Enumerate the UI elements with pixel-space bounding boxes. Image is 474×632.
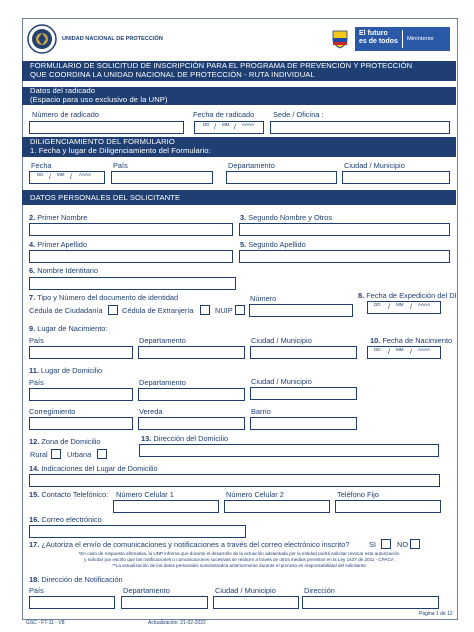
field-number: 12.	[29, 437, 40, 446]
field-number: 16.	[29, 515, 40, 524]
zona-domicilio-label	[29, 437, 101, 446]
barrio-field[interactable]	[250, 417, 357, 430]
lugar-domicilio-label	[29, 366, 102, 375]
date-slash: /	[234, 124, 236, 131]
radicado-heading: Datos del radicado	[30, 86, 96, 95]
date-aaaa: AAAA	[418, 302, 431, 307]
correo-field[interactable]	[29, 525, 246, 538]
segundo-nombre-field[interactable]	[239, 223, 450, 236]
dil-departamento-label: Departamento	[228, 161, 275, 170]
unp-logo	[27, 24, 57, 54]
field-number: 5.	[240, 240, 247, 249]
org-name: UNIDAD NACIONAL DE PROTECCIÓN	[62, 36, 163, 42]
date-slash: /	[410, 349, 412, 356]
fecha-nacimiento-label	[370, 336, 452, 345]
autoriza-label	[29, 540, 349, 549]
nombre-identitario-field[interactable]	[29, 277, 236, 290]
field-number: 10.	[370, 336, 381, 345]
barrio-label: Barrio	[251, 407, 271, 416]
date-slash: /	[410, 304, 412, 311]
date-mm: MM	[57, 172, 65, 177]
sede-label: Sede / Oficina :	[273, 110, 324, 119]
dil-fecha-label: Fecha	[31, 161, 52, 170]
date-dd: DD	[37, 172, 44, 177]
cedula-ciudadania-label: Cédula de Ciudadanía	[29, 306, 103, 315]
field-number: 4.	[29, 240, 36, 249]
urbana-checkbox[interactable]	[97, 449, 107, 459]
field-text: Segundo Nombre y Otros	[246, 213, 333, 222]
urbana-label: Urbana	[67, 450, 92, 459]
date-mm: MM	[222, 122, 230, 127]
documento-numero-label: Número	[250, 294, 277, 303]
field-text: Nombre Identitario	[35, 266, 99, 275]
date-slash: /	[70, 174, 72, 181]
field-number: 15.	[29, 490, 40, 499]
dil-departamento-field[interactable]	[226, 171, 337, 184]
date-dd: DD	[374, 347, 381, 352]
cedula-ciudadania-checkbox[interactable]	[108, 305, 118, 315]
nac-departamento-label: Departamento	[139, 336, 186, 345]
direccion-notificacion-label	[29, 575, 123, 584]
celular2-label: Número Celular 2	[226, 490, 284, 499]
dom-pais-field[interactable]	[29, 388, 133, 401]
not-ciudad-label: Ciudad / Municipio	[215, 586, 276, 595]
field-number: 6.	[29, 266, 36, 275]
dil-pais-field[interactable]	[111, 171, 213, 184]
segundo-apellido-label	[240, 240, 306, 249]
dom-departamento-field[interactable]	[138, 388, 245, 401]
telefono-fijo-label: Teléfono Fijo	[337, 490, 379, 499]
footer-code: GSC - FT-11 - V8	[26, 620, 65, 626]
field-number: 2.	[29, 213, 36, 222]
direccion-domicilio-label	[141, 434, 228, 443]
primer-apellido-field[interactable]	[29, 250, 233, 263]
documento-numero-field[interactable]	[249, 304, 353, 317]
field-text: Fecha de Nacimiento	[380, 336, 453, 345]
sede-field[interactable]	[270, 121, 450, 134]
date-aaaa: AAAA	[79, 172, 92, 177]
field-text: Zona de Domicilio	[39, 437, 101, 446]
dil-pais-label: País	[113, 161, 128, 170]
diligenciamiento-item1: 1. Fecha y lugar de Diligenciamiento del Formulario:	[30, 146, 211, 155]
date-mm: MM	[396, 302, 404, 307]
page-number: Página 1 de 12	[419, 611, 453, 617]
field-number: 8.	[358, 291, 365, 300]
dil-ciudad-field[interactable]	[342, 171, 450, 184]
field-text: Segundo Apellido	[246, 240, 306, 249]
field-text: Primer Nombre	[35, 213, 88, 222]
autoriza-note-3: **La actualización de los datos personales suministrados anteriormente durante el proceso es responsabilidad del solicitante	[112, 563, 366, 568]
brand-divider	[402, 30, 403, 48]
telefono-fijo-field[interactable]	[335, 500, 441, 513]
rural-label: Rural	[30, 450, 48, 459]
cedula-extranjeria-checkbox[interactable]	[200, 305, 210, 315]
footer-update: Actualización: 21-02-2022	[148, 620, 206, 626]
autoriza-note-1: *En caso de respuesta afirmativa, la UNP informa que durante el desarrollo de la actuación adelantada por la entidad podrá solicitar revocar esta autorización	[78, 551, 400, 556]
nac-departamento-field[interactable]	[138, 346, 245, 359]
vereda-label: Vereda	[139, 407, 163, 416]
date-aaaa: AAAA	[242, 122, 255, 127]
field-number: 17.	[29, 540, 40, 549]
field-text: Primer Apellido	[35, 240, 87, 249]
field-text: Tipo y Número del documento de identidad	[35, 293, 179, 302]
nac-ciudad-field[interactable]	[250, 346, 357, 359]
form-title-line1: FORMULARIO DE SOLICITUD DE INSCRIPCIÓN PARA EL PROGRAMA DE PREVENCIÓN Y PROTECCIÓN	[30, 61, 413, 70]
nac-pais-label: País	[29, 336, 44, 345]
not-ciudad-field[interactable]	[213, 596, 299, 609]
not-direccion-label: Dirección	[304, 586, 335, 595]
gov-slogan-1: El futuro	[359, 30, 388, 37]
gov-slogan-2: es de todos	[359, 38, 398, 45]
field-number: 11.	[29, 366, 39, 375]
vereda-field[interactable]	[138, 417, 245, 430]
dom-pais-label: País	[29, 378, 44, 387]
autoriza-note-2: y solicitar por escrito que las notificaciones o comunicaciones sucesivas se realicen a través de otros medios previstos en la Ley 1437 de 2011 - CPACA	[84, 557, 394, 562]
not-departamento-field[interactable]	[121, 596, 208, 609]
nuip-label: NUIP	[215, 306, 233, 315]
celular1-field[interactable]	[113, 500, 219, 513]
not-departamento-label: Departamento	[123, 586, 170, 595]
colombia-shield-icon	[331, 29, 349, 49]
segundo-nombre-label	[240, 213, 332, 222]
celular2-field[interactable]	[224, 500, 330, 513]
date-slash: /	[388, 304, 390, 311]
personales-heading: DATOS PERSONALES DEL SOLICITANTE	[30, 193, 181, 202]
rural-checkbox[interactable]	[51, 449, 61, 459]
documento-label	[29, 293, 178, 302]
field-text: Lugar de Nacimiento:	[35, 324, 108, 333]
field-text: ¿Autoriza el envío de comunicaciones y notificaciones a través del correo electrónico inscrito?	[39, 540, 350, 549]
date-dd: DD	[374, 302, 381, 307]
dom-ciudad-field[interactable]	[250, 387, 357, 400]
no-label: NO	[397, 540, 409, 549]
fecha-expedicion-label	[358, 291, 457, 300]
dom-ciudad-label: Ciudad / Municipio	[251, 377, 312, 386]
field-number: 18.	[29, 575, 40, 584]
direccion-domicilio-field[interactable]	[139, 444, 439, 457]
field-number: 13.	[141, 434, 152, 443]
correo-label	[29, 515, 102, 524]
field-text: Indicaciones del Lugar de Domicilio	[39, 464, 158, 473]
field-text: Fecha de Expedición del DI	[364, 291, 457, 300]
si-checkbox[interactable]	[381, 539, 391, 549]
field-text: Dirección del Domicilio	[151, 434, 229, 443]
date-aaaa: AAAA	[418, 347, 431, 352]
contacto-telefonico-label	[29, 490, 108, 499]
not-pais-label: País	[29, 586, 44, 595]
si-label: SI	[369, 540, 376, 549]
nac-pais-field[interactable]	[29, 346, 133, 359]
field-text: Lugar de Domicilio	[38, 366, 103, 375]
nac-ciudad-label: Ciudad / Municipio	[251, 336, 312, 345]
radicado-subheading: (Espacio para uso exclusivo de la UNP)	[30, 95, 168, 104]
radicado-number-label: Número de radicado	[32, 110, 99, 119]
nombre-identitario-label	[29, 266, 98, 275]
diligenciamiento-heading: DILIGENCIAMIENTO DEL FORMULARIO	[30, 137, 175, 146]
primer-nombre-field[interactable]	[29, 223, 233, 236]
field-number: 7.	[29, 293, 36, 302]
indicaciones-label	[29, 464, 158, 473]
not-direccion-field[interactable]	[302, 596, 439, 609]
date-slash: /	[49, 174, 51, 181]
field-text: Dirección de Notificación	[39, 575, 123, 584]
radicado-number-field[interactable]	[29, 121, 184, 134]
primer-apellido-label	[29, 240, 87, 249]
field-number: 3.	[240, 213, 247, 222]
form-title-line2: QUE COORDINA LA UNIDAD NACIONAL DE PROTECCIÓN - RUTA INDIVIDUAL	[30, 70, 315, 79]
field-number: 14.	[29, 464, 40, 473]
date-dd: DD	[203, 122, 210, 127]
dil-ciudad-label: Ciudad / Municipio	[344, 161, 405, 170]
dom-departamento-label: Departamento	[139, 378, 186, 387]
indicaciones-field[interactable]	[29, 474, 440, 487]
field-text: Correo electrónico	[39, 515, 102, 524]
segundo-apellido-field[interactable]	[239, 250, 450, 263]
date-slash: /	[388, 349, 390, 356]
lugar-nacimiento-label	[29, 324, 107, 333]
nuip-checkbox[interactable]	[235, 305, 245, 315]
cedula-extranjeria-label: Cédula de Extranjería	[122, 306, 194, 315]
field-text: Contacto Telefónico:	[39, 490, 109, 499]
corregimiento-label: Corregimiento	[29, 407, 76, 416]
primer-nombre-label	[29, 213, 87, 222]
no-checkbox[interactable]	[410, 539, 420, 549]
corregimiento-field[interactable]	[29, 417, 133, 430]
field-number: 9.	[29, 324, 36, 333]
not-pais-field[interactable]	[29, 596, 115, 609]
date-slash: /	[214, 124, 216, 131]
date-mm: MM	[396, 347, 404, 352]
ministry-name: Mininterior	[407, 36, 435, 42]
radicado-date-label: Fecha de radicado	[193, 110, 255, 119]
celular1-label: Número Celular 1	[116, 490, 174, 499]
